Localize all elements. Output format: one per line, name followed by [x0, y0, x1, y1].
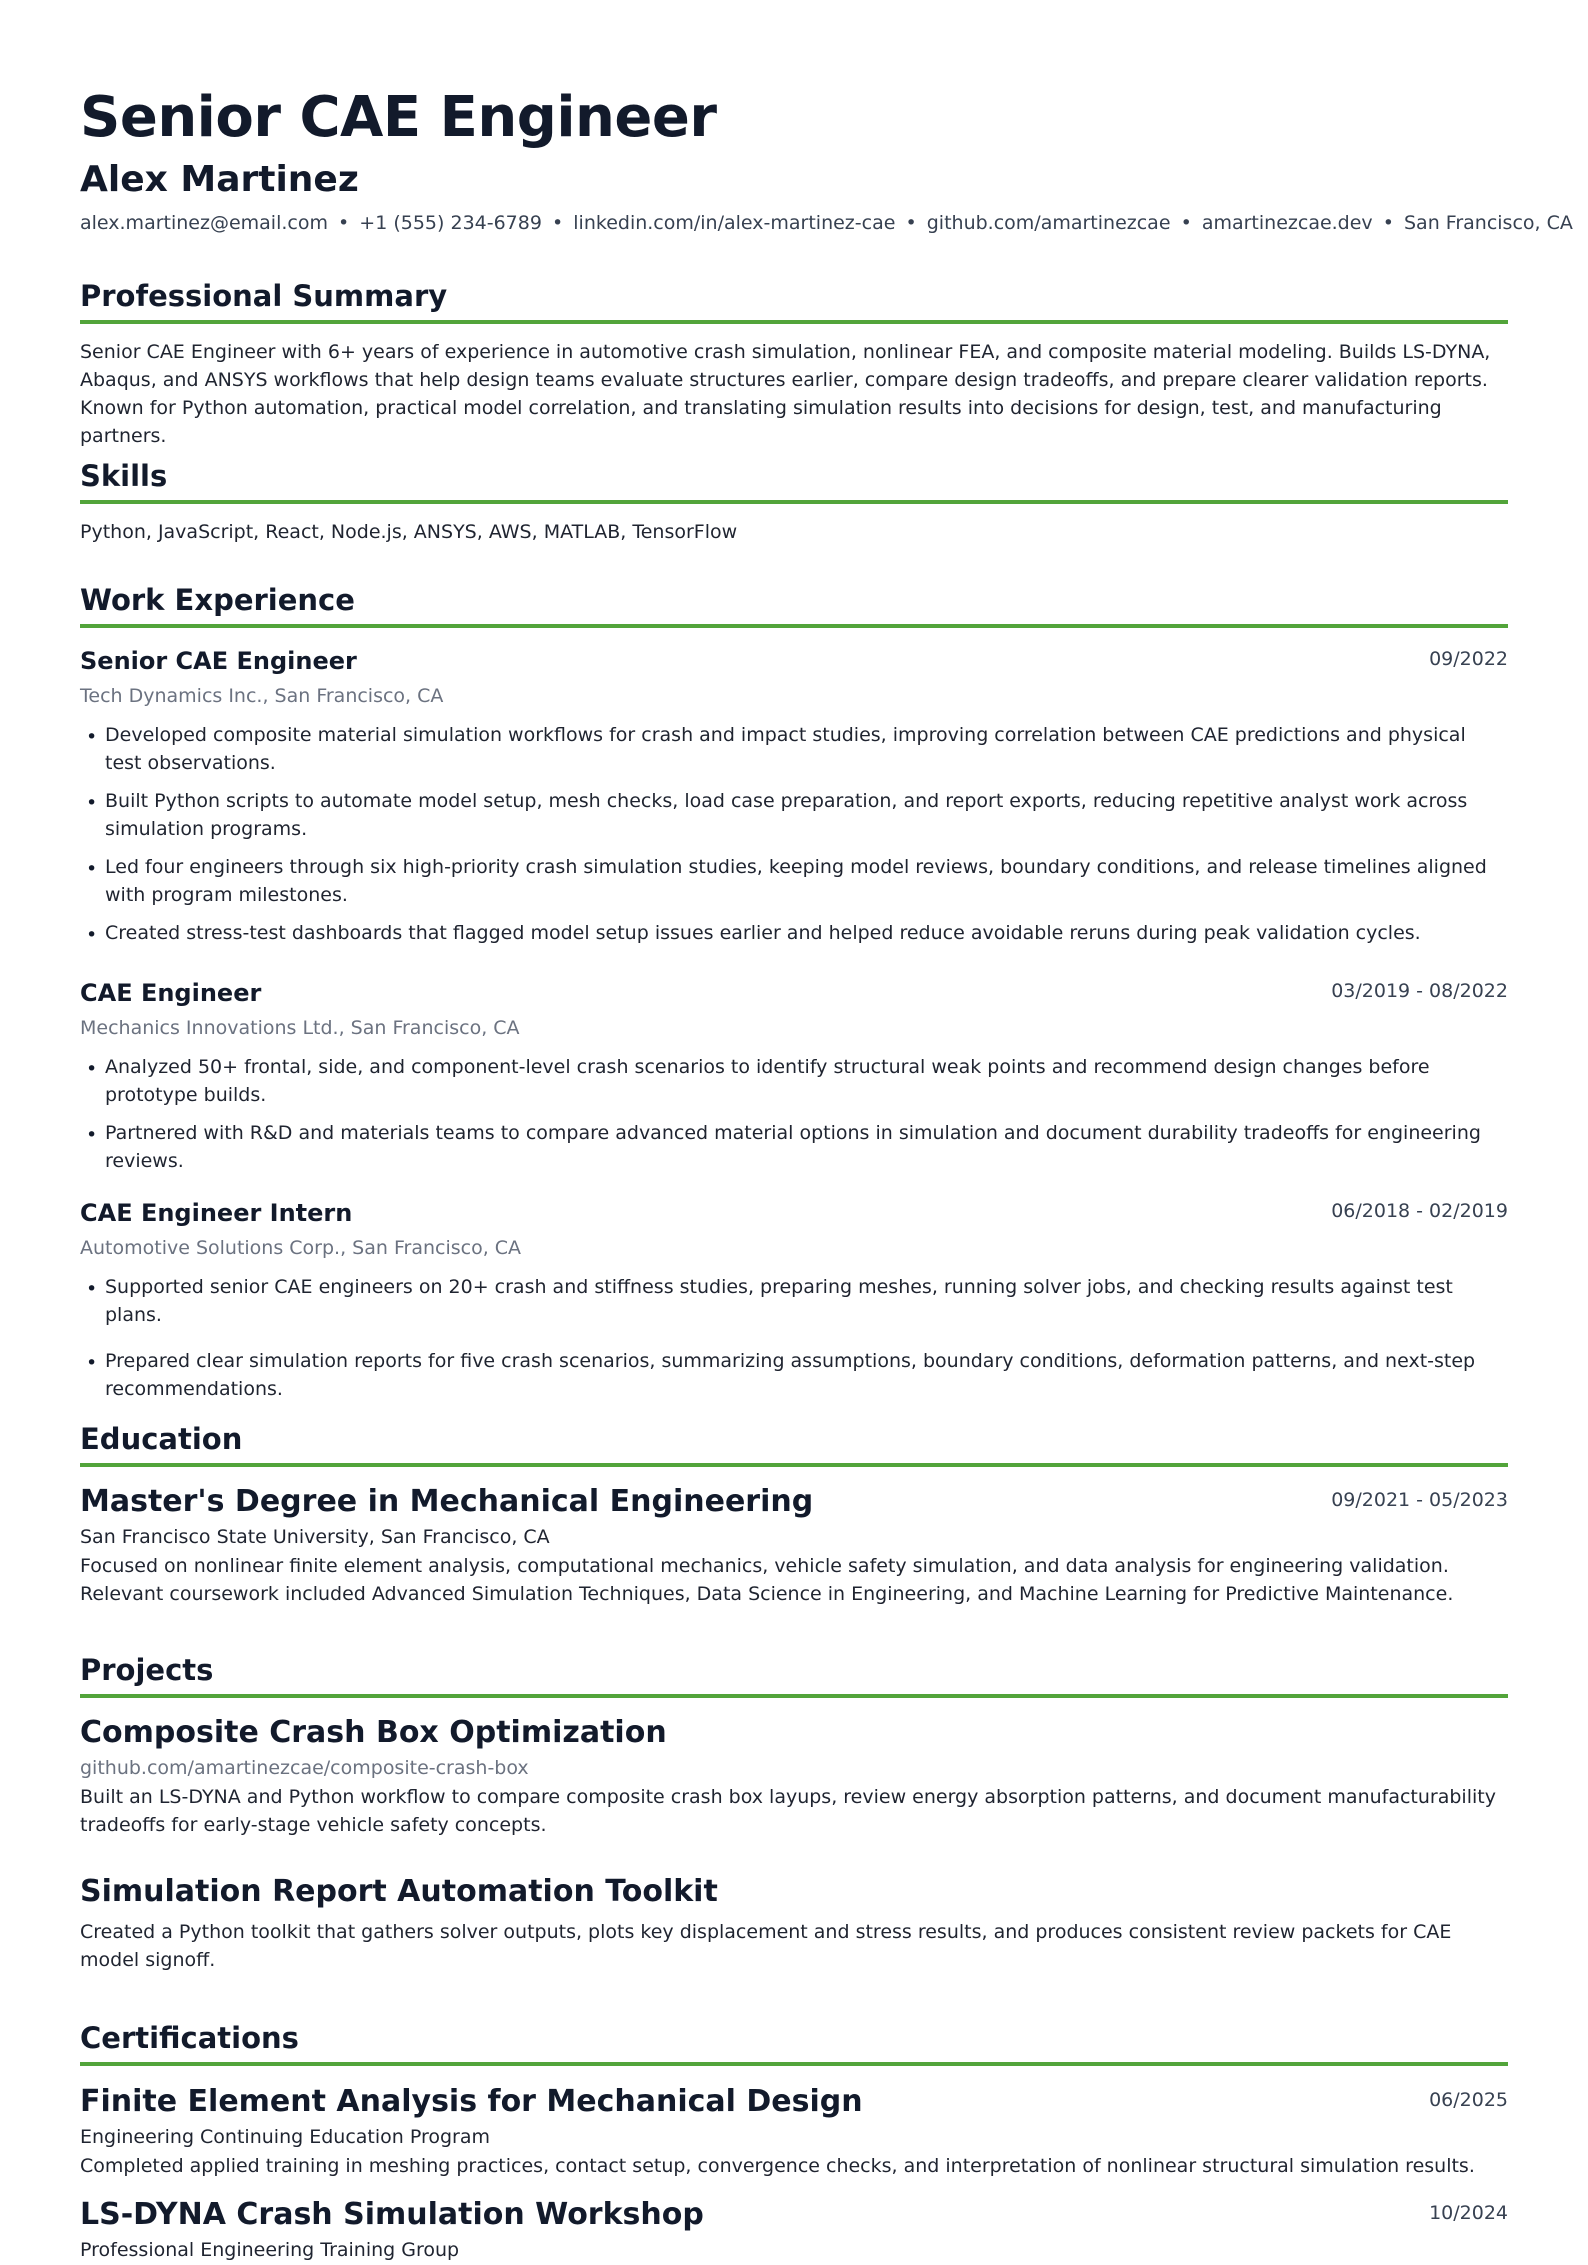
contact-linkedin[interactable]: linkedin.com/in/alex-martinez-cae — [573, 212, 896, 234]
project-description: Built an LS-DYNA and Python workflow to compare composite crash box layups, review energy absorption patterns, and document manufacturability tradeoffs for early-stage vehicle safety concepts. — [80, 1786, 1496, 1836]
separator-dot: • — [905, 212, 917, 234]
candidate-name: Alex Martinez — [80, 159, 359, 200]
job-entry — [80, 643, 1508, 957]
list-item: • Led four engineers through six high-priority crash simulation studies, keeping model reviews, boundary conditions, and release timelines aligned with program milestones. — [80, 853, 1508, 909]
certification-entry — [80, 2084, 1508, 2180]
project-description: Created a Python toolkit that gathers solver outputs, plots key displacement and stress results, and produces consistent review packets for CAE model signoff. — [80, 1921, 1452, 1971]
resume-job-title: Senior CAE Engineer — [80, 85, 717, 150]
job-entry — [80, 975, 1508, 1185]
summary-text: Senior CAE Engineer with 6+ years of experience in automotive crash simulation, nonlinear FEA, and composite material modeling. Builds LS-DYNA, Abaqus, and ANSYS workflows that help design teams evaluate structures earlier, compare design tradeoffs, and prepare clearer validation reports. Known for Python automation, practical model correlation, and translating simulation results into decisions for design, test, and manufacturing partners. — [80, 341, 1491, 447]
project-name: Simulation Report Automation Toolkit — [80, 1874, 718, 1909]
job-date: 09/2022 — [1429, 648, 1508, 670]
certification-name: LS-DYNA Crash Simulation Workshop — [80, 2197, 704, 2232]
job-bullets — [80, 1273, 1508, 1403]
certification-issuer: Professional Engineering Training Group — [80, 2239, 460, 2261]
education-section — [80, 1419, 1508, 1467]
certification-issuer: Engineering Continuing Education Program — [80, 2126, 491, 2148]
section-title-skills: Skills — [80, 459, 168, 493]
list-item: • Supported senior CAE engineers on 20+ crash and stiffness studies, preparing meshes, running solver jobs, and checking results against test plans. — [80, 1273, 1508, 1329]
contact-location: San Francisco, CA — [1404, 212, 1573, 234]
project-name: Composite Crash Box Optimization — [80, 1715, 667, 1750]
job-bullets — [80, 1053, 1508, 1175]
certifications-section — [80, 2018, 1508, 2066]
separator-dot: • — [1180, 212, 1192, 234]
contact-phone[interactable]: +1 (555) 234-6789 — [359, 212, 542, 234]
certification-date: 06/2025 — [1429, 2089, 1508, 2111]
section-title-summary: Professional Summary — [80, 279, 448, 313]
section-divider — [80, 624, 1508, 628]
job-role: Senior CAE Engineer — [80, 647, 357, 675]
education-description: Focused on nonlinear finite element analysis, computational mechanics, vehicle safety simulation, and data analysis for engineering validation. Relevant coursework included Advanced Simulation Techniques, Data Science in Engineering, and Machine Learning for Predictive Maintenance. — [80, 1555, 1454, 1605]
contact-email[interactable]: alex.martinez@email.com — [80, 212, 328, 234]
section-title-projects: Projects — [80, 1653, 214, 1687]
certification-entry — [80, 2197, 1508, 2265]
job-role: CAE Engineer Intern — [80, 1199, 353, 1227]
list-item: • Prepared clear simulation reports for five crash scenarios, summarizing assumptions, boundary conditions, deformation patterns, and next-step recommendations. — [80, 1347, 1508, 1403]
certification-description: Completed applied training in meshing practices, contact setup, convergence checks, and interpretation of nonlinear structural simulation results. — [80, 2155, 1475, 2177]
certification-name: Finite Element Analysis for Mechanical Design — [80, 2084, 863, 2119]
contact-github[interactable]: github.com/amartinezcae — [926, 212, 1171, 234]
list-item: • Created stress-test dashboards that flagged model setup issues earlier and helped reduce avoidable reruns during peak validation cycles. — [80, 919, 1508, 947]
education-entry — [80, 1484, 1508, 1608]
separator-dot: • — [1382, 212, 1394, 234]
list-item: • Analyzed 50+ frontal, side, and component-level crash scenarios to identify structural weak points and recommend design changes before prototype builds. — [80, 1053, 1508, 1109]
project-entry — [80, 1715, 1508, 1839]
section-divider — [80, 320, 1508, 324]
project-entry — [80, 1874, 1508, 1974]
summary-section — [80, 276, 1508, 450]
section-divider — [80, 1463, 1508, 1467]
job-date: 06/2018 - 02/2019 — [1331, 1200, 1508, 1222]
job-date: 03/2019 - 08/2022 — [1331, 980, 1508, 1002]
list-item: • Developed composite material simulation workflows for crash and impact studies, improving correlation between CAE predictions and physical test observations. — [80, 721, 1508, 777]
degree-title: Master's Degree in Mechanical Engineering — [80, 1484, 814, 1519]
job-role: CAE Engineer — [80, 979, 262, 1007]
certification-date: 10/2024 — [1429, 2202, 1508, 2224]
list-item: • Partnered with R&D and materials teams to compare advanced material options in simulation and document durability tradeoffs for engineering reviews. — [80, 1119, 1508, 1175]
section-divider — [80, 1694, 1508, 1698]
section-title-experience: Work Experience — [80, 583, 355, 617]
separator-dot: • — [338, 212, 350, 234]
section-title-education: Education — [80, 1422, 243, 1456]
contact-website[interactable]: amartinezcae.dev — [1201, 212, 1373, 234]
job-company: Mechanics Innovations Ltd., San Francisco, CA — [80, 1017, 520, 1039]
separator-dot: • — [552, 212, 564, 234]
education-date: 09/2021 - 05/2023 — [1331, 1489, 1508, 1511]
job-company: Automotive Solutions Corp., San Francisco, CA — [80, 1237, 522, 1259]
experience-section — [80, 580, 1508, 628]
skills-section — [80, 456, 1508, 546]
job-bullets — [80, 721, 1508, 947]
skills-text: Python, JavaScript, React, Node.js, ANSYS, AWS, MATLAB, TensorFlow — [80, 521, 738, 543]
projects-section — [80, 1650, 1508, 1698]
job-company: Tech Dynamics Inc., San Francisco, CA — [80, 685, 444, 707]
section-title-certifications: Certifications — [80, 2021, 299, 2055]
list-item: • Built Python scripts to automate model setup, mesh checks, load case preparation, and report exports, reducing repetitive analyst work across simulation programs. — [80, 787, 1508, 843]
section-divider — [80, 2062, 1508, 2066]
contact-line — [80, 209, 1573, 237]
school-name: San Francisco State University, San Francisco, CA — [80, 1526, 550, 1548]
job-entry — [80, 1195, 1508, 1413]
section-divider — [80, 500, 1508, 504]
project-link[interactable]: github.com/amartinezcae/composite-crash-box — [80, 1757, 529, 1779]
